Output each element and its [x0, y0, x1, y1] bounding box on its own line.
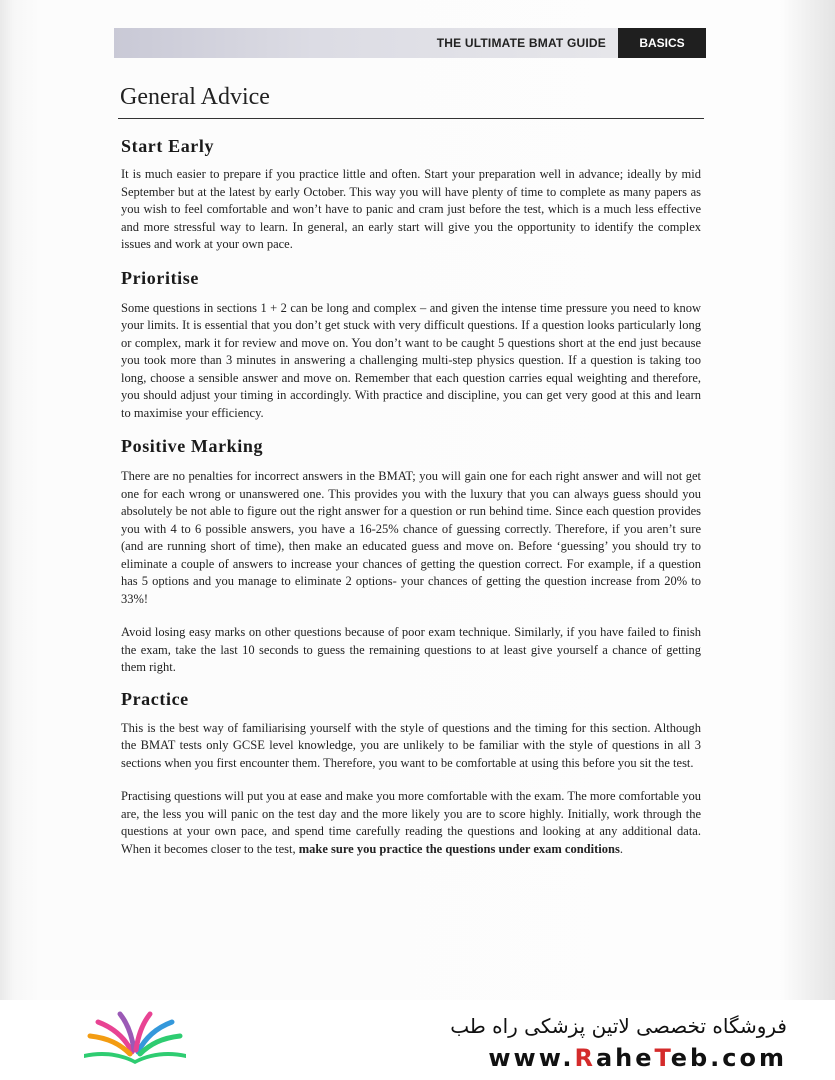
open-book-logo-icon: [70, 1008, 200, 1074]
paragraph: Avoid losing easy marks on other questions because of poor exam technique. Similarly, if you have failed to finish the exam, take the last 10 seconds to guess the remaining questions to at least give yourself a chance of getting them right.: [121, 625, 701, 674]
section-heading: Practice: [121, 688, 189, 709]
emphasis-text: make sure you practice the questions under exam conditions: [298, 841, 620, 856]
store-footer: [0, 1000, 835, 1080]
section-start-early: [121, 136, 701, 254]
title-divider: [118, 118, 704, 119]
section-positive-marking: [121, 436, 701, 677]
section-tag: BASICS: [618, 28, 706, 58]
paragraph-text: Practising questions will put you at ease and make you more comfortable with the exam. The more comfortable you are, the less you will panic on the test day and the more likely you are to score highly. Initially, work through the questions at your own pace, and spend time carefully reading the questions and looking at any additional data. When it becomes closer to the test,: [121, 789, 701, 856]
section-heading: Prioritise: [121, 267, 199, 288]
store-url: www.RaheTeb.com: [488, 1044, 787, 1072]
paragraph: Some questions in sections 1 + 2 can be long and complex – and given the intense time pressure you need to know your limits. It is essential that you don’t get stuck with very difficult questions. If a question looks particularly long or complex, mark it for review and move on. You don’t want to be caught 5 questions short at the end just because you took more than 3 minutes in answering a challenging multi-step physics question. If a question is taking too long, choose a sensible answer and move on. Remember that each question carries equal weighting and therefore, you should adjust your timing in accordingly. With practice and discipline, you can get very good at this and learn to maximise your efficiency.: [121, 300, 701, 420]
paragraph: There are no penalties for incorrect answers in the BMAT; you will gain one for each right answer and will not get one for each wrong or unanswered one. This provides you with the luxury that you can always guess should you absolutely be not able to figure out the right answer for a question or run behind time. Since each question provides you with 4 to 6 possible answers, you have a 16-25% chance of guessing correctly. Therefore, if you aren’t sure (and are running short of time), then make an educated guess and move on. Before ‘guessing’ you should try to eliminate a couple of answers to increase your chances of getting the question correct. For example, if a question has 5 options and you manage to eliminate 2 options- your chances of getting the question increase from 20% to 33%!: [121, 469, 701, 606]
emphasis-tail: .: [619, 841, 623, 856]
section-heading: Start Early: [121, 136, 215, 156]
paragraph: It is much easier to prepare if you practice little and often. Start your preparation well in advance; ideally by mid September but at the latest by early October. This way you will have plenty of time to complete as many papers as you wish to feel comfortable and won’t have to panic and cram just before the test, which is a much less effective and more stressful way to learn. In general, an early start will give you the opportunity to identify the complex issues and work at your own pace.: [121, 167, 701, 251]
paragraph: This is the best way of familiarising yourself with the style of questions and the timing for this section. Although the BMAT tests only GCSE level knowledge, you are unlikely to be familiar with the style of questions in all 3 sections when you first encounter them. Therefore, you want to be comfortable at using this before you sit the test.: [121, 720, 701, 770]
section-practice: [121, 689, 701, 859]
page-title: General Advice: [120, 84, 270, 110]
store-name: فروشگاه تخصصی لاتین پزشکی راه طب: [450, 1014, 787, 1038]
running-header: [114, 28, 706, 58]
section-prioritise: [121, 268, 701, 423]
page-body: [121, 130, 701, 858]
section-heading: Positive Marking: [121, 436, 264, 456]
paragraph: [121, 788, 701, 858]
book-title: THE ULTIMATE BMAT GUIDE: [114, 28, 618, 58]
